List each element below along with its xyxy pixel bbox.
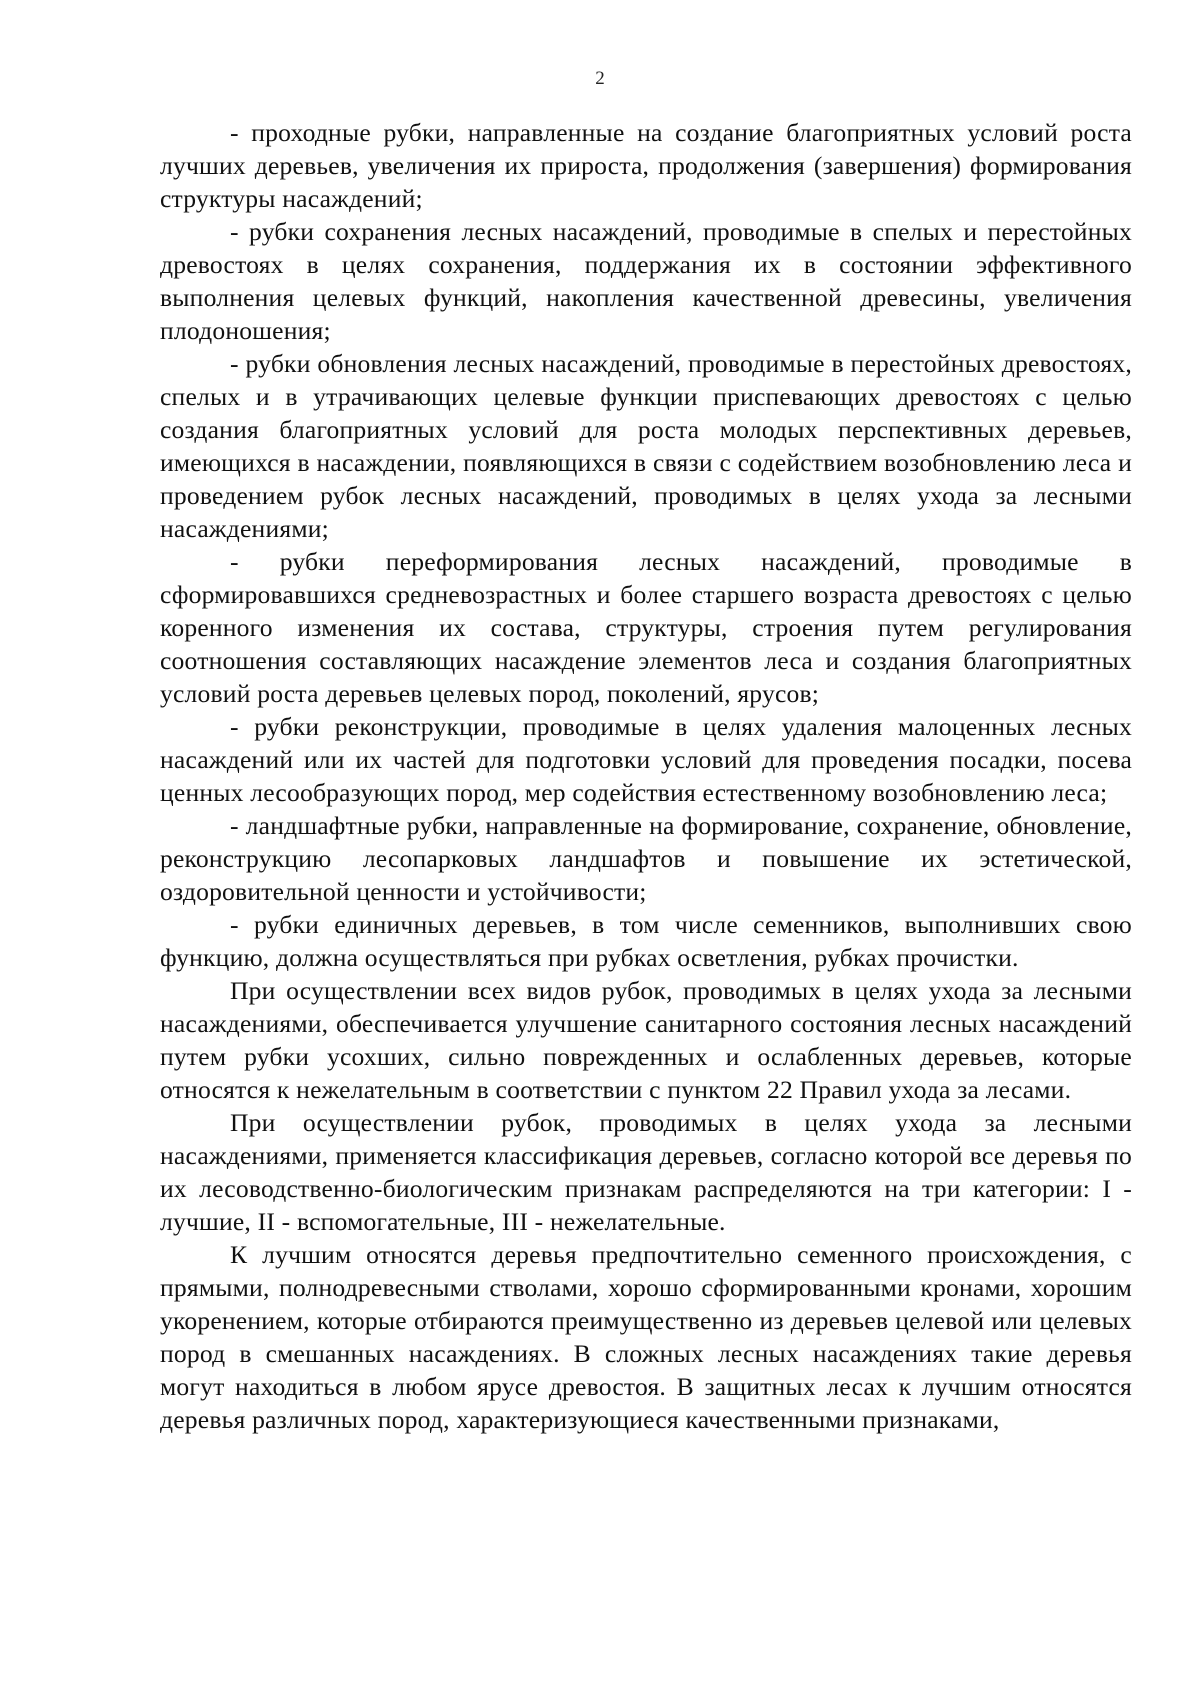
paragraph-landscape-cuts: - ландшафтные рубки, направленные на формирование, сохранение, обновление, реконструкцию лесопарковых ландшафтов и повышение их эстетической, оздоровительной ценности и устойчивости; bbox=[160, 811, 1132, 906]
paragraph-sanitary-condition: При осуществлении всех видов рубок, проводимых в целях ухода за лесными насаждениями, обеспечивается улучшение санитарного состояния лесных насаждений путем рубки усохших, сильно поврежденных и ослабленных деревьев, которые относятся к нежелательным в соответствии с пунктом 22 Правил ухода за лесами. bbox=[160, 976, 1132, 1104]
paragraph-tree-classification: При осуществлении рубок, проводимых в целях ухода за лесными насаждениями, применяется классификация деревьев, согласно которой все деревья по их лесоводственно-биологическим признакам распределяются на три категории: I - лучшие, II - вспомогательные, III - нежелательные. bbox=[160, 1108, 1132, 1236]
paragraph-best-trees: К лучшим относятся деревья предпочтительно семенного происхождения, с прямыми, полнодревесными стволами, хорошо сформированными кронами, хорошим укоренением, которые отбираются преимущественно из деревьев целевой или целевых пород в смешанных насаждениях. В сложных лесных насаждениях такие деревья могут находиться в любом ярусе древостоя. В защитных лесах к лучшим относятся деревья различных пород, характеризующиеся качественными признаками, bbox=[160, 1240, 1132, 1434]
paragraph-single-tree-cuts: - рубки единичных деревьев, в том числе семенников, выполнивших свою функцию, должна осуществляться при рубках осветления, рубках прочистки. bbox=[160, 910, 1132, 972]
paragraph-thinning-cuts: - проходные рубки, направленные на создание благоприятных условий роста лучших деревьев, увеличения их прироста, продолжения (завершения) формирования структуры насаждений; bbox=[160, 118, 1132, 213]
document-body bbox=[160, 116, 1132, 1436]
paragraph-preservation-cuts: - рубки сохранения лесных насаждений, проводимые в спелых и перестойных древостоях в целях сохранения, поддержания их в состоянии эффективного выполнения целевых функций, накопления качественной древесины, увеличения плодоношения; bbox=[160, 217, 1132, 345]
paragraph-reconstruction-cuts: - рубки реконструкции, проводимые в целях удаления малоценных лесных насаждений или их частей для подготовки условий для проведения посадки, посева ценных лесообразующих пород, мер содействия естественному возобновлению леса; bbox=[160, 712, 1132, 807]
paragraph-renewal-cuts: - рубки обновления лесных насаждений, проводимые в перестойных древостоях, спелых и в утрачивающих целевые функции приспевающих древостоях с целью создания благоприятных условий для роста молодых перспективных деревьев, имеющихся в насаждении, появляющихся в связи с содействием возобновлению леса и проведением рубок лесных насаждений, проводимых в целях ухода за лесными насаждениями; bbox=[160, 349, 1132, 543]
page-number: 2 bbox=[595, 68, 605, 89]
paragraph-reformation-cuts: - рубки переформирования лесных насаждений, проводимые в сформировавшихся средневозрастных и более старшего возраста древостоях с целью коренного изменения их состава, структуры, строения путем регулирования соотношения составляющих насаждение элементов леса и создания благоприятных условий роста деревьев целевых пород, поколений, ярусов; bbox=[160, 547, 1132, 708]
